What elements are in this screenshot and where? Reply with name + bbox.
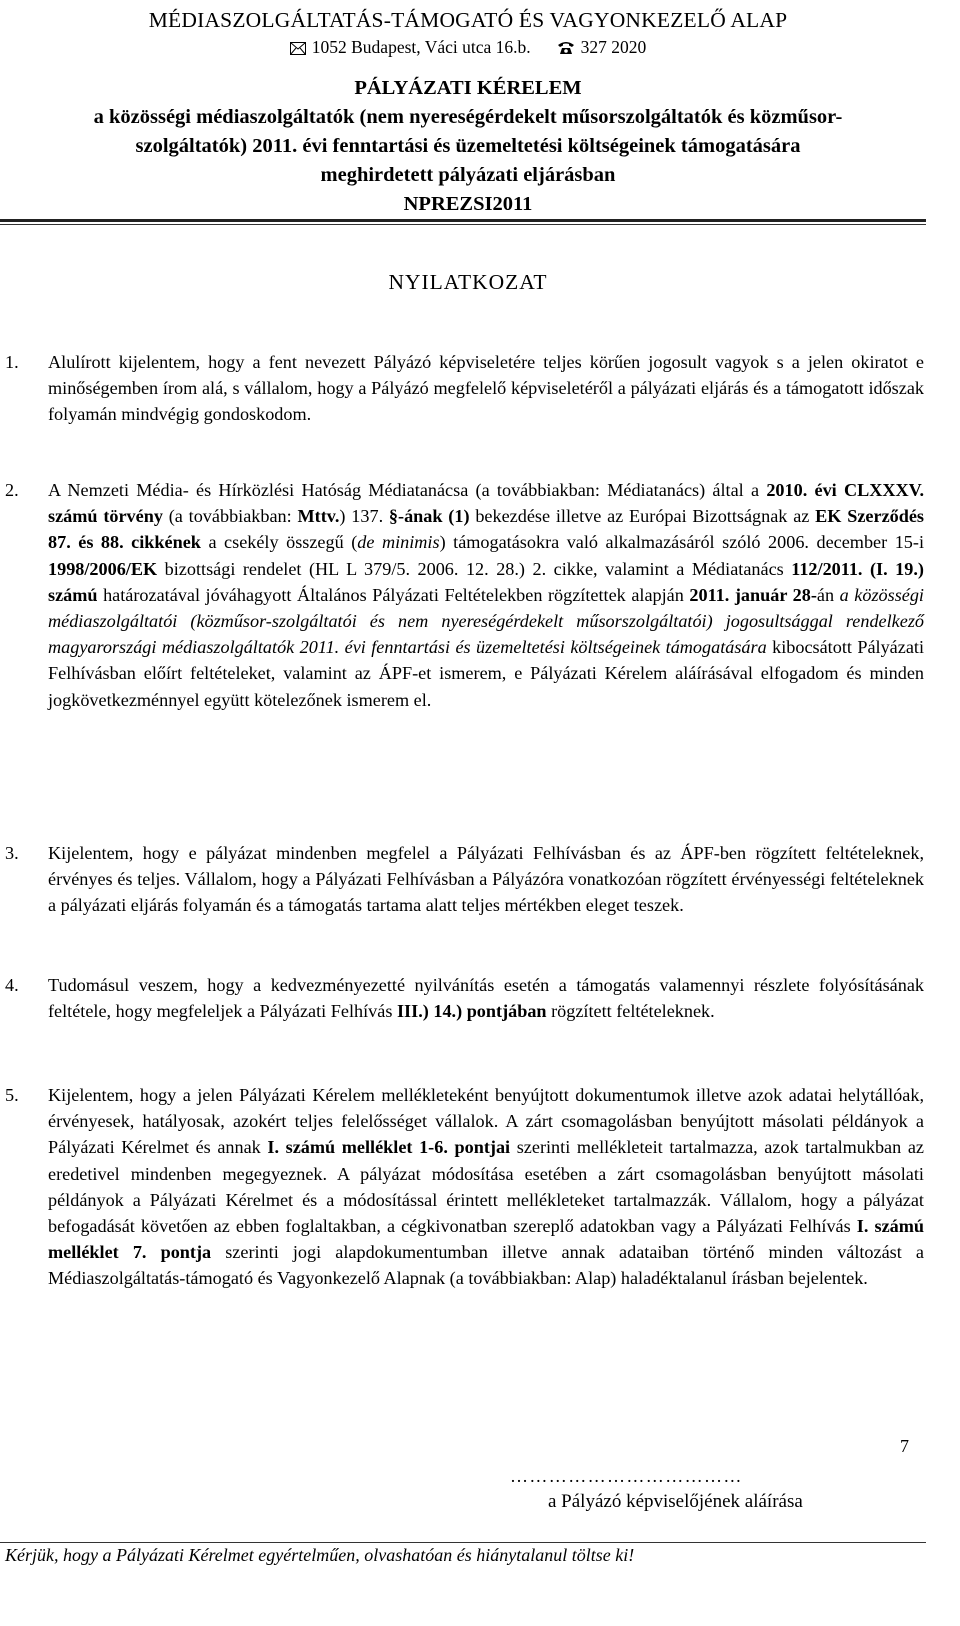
item-number: 1. [5,352,19,372]
declaration-text-run: 2011. január 28- [689,584,817,605]
declaration-text-run: 2010. évi CLXXXV. számú törvény [48,480,924,527]
item-number: 4. [5,975,19,995]
signature-label: a Pályázó képviselőjének aláírása [548,1491,803,1512]
declaration-item-5 [48,1082,924,1292]
declaration-text-run: bekezdése illetve az Európai Bizottságnak az [469,506,816,527]
declaration-text-run: §-ának (1) [388,506,470,527]
envelope-icon [290,38,306,60]
declaration-text-run: rögzített feltételeknek. [546,1001,715,1022]
declaration-text-run: 112/2011. (I. 19.) számú [48,558,924,605]
declaration-text-run: kibocsátott Pályázati Felhívásban előírt feltételeket, valamint az ÁPF-et ismerem, e Pályázati Kérelem aláírásával elfogadom és minden jogkövetkezménnyel együtt kötelezőnek ismerem el. [48,637,925,710]
declaration-text-run: án [816,584,840,605]
address-text: 1052 Budapest, Váci utca 16.b. [311,37,531,57]
form-subtitle-line: szolgáltatók) 2011. évi fenntartási és üzemeltetési költségeinek támogatására [135,135,801,157]
contact-line [18,36,918,60]
declaration-text-run: Kijelentem, hogy e pályázat mindenben megfelel a Pályázati Felhívásban és az ÁPF-ben rögzített feltételeknek, érvényes és teljes. Vállalom, hogy a Pályázati Felhívásban a Pályázóra vonatkozóan rögzített érvényességi feltételeknek a pályázati eljárás folyamán és a támogatás tartama alatt teljes mértékben eleget teszek. [48,843,924,916]
declaration-text-run: ) 137. [339,506,389,527]
declaration-text-run: ) támogatásokra való alkalmazásáról szóló 2006. december 15-i [439,532,924,553]
item-number: 5. [5,1085,19,1105]
declaration-text-run: III.) 14.) pontjában [396,1001,547,1022]
declaration-text-run: szerinti jogi alapdokumentumban illetve annak adataiban történő minden változást a Médiaszolgáltatás-támogató és Vagyonkezelő Alapnak (a továbbiakban: Alap) haladéktalanul írásban bejelentek. [48,1242,924,1289]
declaration-text-run: határozatával jóváhagyott Általános Pályázati Feltételekben rögzítettek alapján [97,584,690,605]
declaration-text-run: I. számú melléklet 1-6. pontjai [267,1137,511,1158]
section-title: NYILATKOZAT [388,270,548,294]
form-subtitle-line: meghirdetett pályázati eljárásban [320,164,616,186]
form-subtitle-line: a közösségi médiaszolgáltatók (nem nyereségérdekelt műsorszolgáltatók és közműsor- [93,106,843,128]
declaration-item-4 [48,972,924,1024]
declaration-text-run: 1998/2006/EK [48,558,158,579]
declaration-text-run: A Nemzeti Média- és Hírközlési Hatóság Médiatanácsa (a továbbiakban: Médiatanács) által a [48,480,767,500]
telephone-icon [557,38,575,60]
declaration-text-run: Kijelentem, hogy a jelen Pályázati Kérelem mellékleteként benyújtott dokumentumok illetve azok adatai helytállóak, érvényesek, hatályosak, azokért teljes felelősséget vállalok. A zárt csomagolásban benyújtott másolati példányok a Pályázati Kérelmet és annak [48,1085,924,1158]
declaration-item-1 [48,349,924,428]
item-number: 2. [5,480,19,500]
declaration-item-3 [48,840,924,919]
phone-text: 327 2020 [580,37,647,57]
declaration-text-run: Tudomásul veszem, hogy a kedvezményezetté nyilvánítás esetén a támogatás valamennyi részlete folyósításának feltétele, hogy megfeleljek a Pályázati Felhívás [48,975,924,1022]
declaration-text-run: de minimis [357,532,440,553]
header-rule-thin [0,224,926,225]
page-number: 7 [900,1436,909,1456]
header-rule [0,219,926,222]
signature-line: ……………………………… [510,1466,743,1486]
declaration-text-run: I. számú melléklet 7. pontja [48,1216,924,1263]
declaration-text-run: Alulírott kijelentem, hogy a fent nevezett Pályázó képviseletére teljes körűen jogosult vagyok s a jelen okiratot e minőségemben írom alá, s vállalom, hogy a Pályázó megfelelő képviseletéről a pályázati eljárás és a támogatott időszak folyamán mindvégig gondoskodom. [48,352,924,425]
declaration-item-2 [48,477,924,713]
item-number: 3. [5,843,19,863]
declaration-text-run: a csekély összegű ( [200,532,358,553]
declaration-text-run: a közösségi médiaszolgáltatói (közműsor-szolgáltatói és nem nyereségérdekelt műsorszolgáltatói) jogosultsággal rendelkező magyarországi médiaszolgáltatók 2011. évi fenntartási és üzemeltetési költségeinek támogatására [48,584,924,658]
footer-note: Kérjük, hogy a Pályázati Kérelmet egyértelműen, olvashatóan és hiánytalanul töltse ki! [5,1545,635,1565]
declaration-text-run: bizottsági rendelet (HL L 379/5. 2006. 12. 28.) 2. cikke, valamint a Médiatanács [157,558,792,579]
form-title: PÁLYÁZATI KÉRELEM [354,77,582,99]
declaration-text-run: szerinti mellékleteit tartalmazza, azok tartalmukban az eredetivel mindenben megegyeznek. A pályázat módosítása esetében a zárt csomagolásban benyújtott másolati példányok a Pályázati Kérelmet és a módosítással érintett mellékleteket tartalmazzák. Vállalom, hogy a pályázat befogadását követően az ebben foglaltakban, a cégkivonatban szereplő adatokban vagy a Pályázati Felhívás [48,1137,924,1237]
declaration-text-run: Mttv. [297,506,340,527]
procedure-code: NPREZSI2011 [403,193,533,215]
declaration-text-run: EK Szerződés 87. és 88. cikkének [48,506,925,553]
declaration-text-run: (a továbbiakban: [162,506,298,527]
organization-name: MÉDIASZOLGÁLTATÁS-TÁMOGATÓ ÉS VAGYONKEZELŐ ALAP [148,8,788,32]
